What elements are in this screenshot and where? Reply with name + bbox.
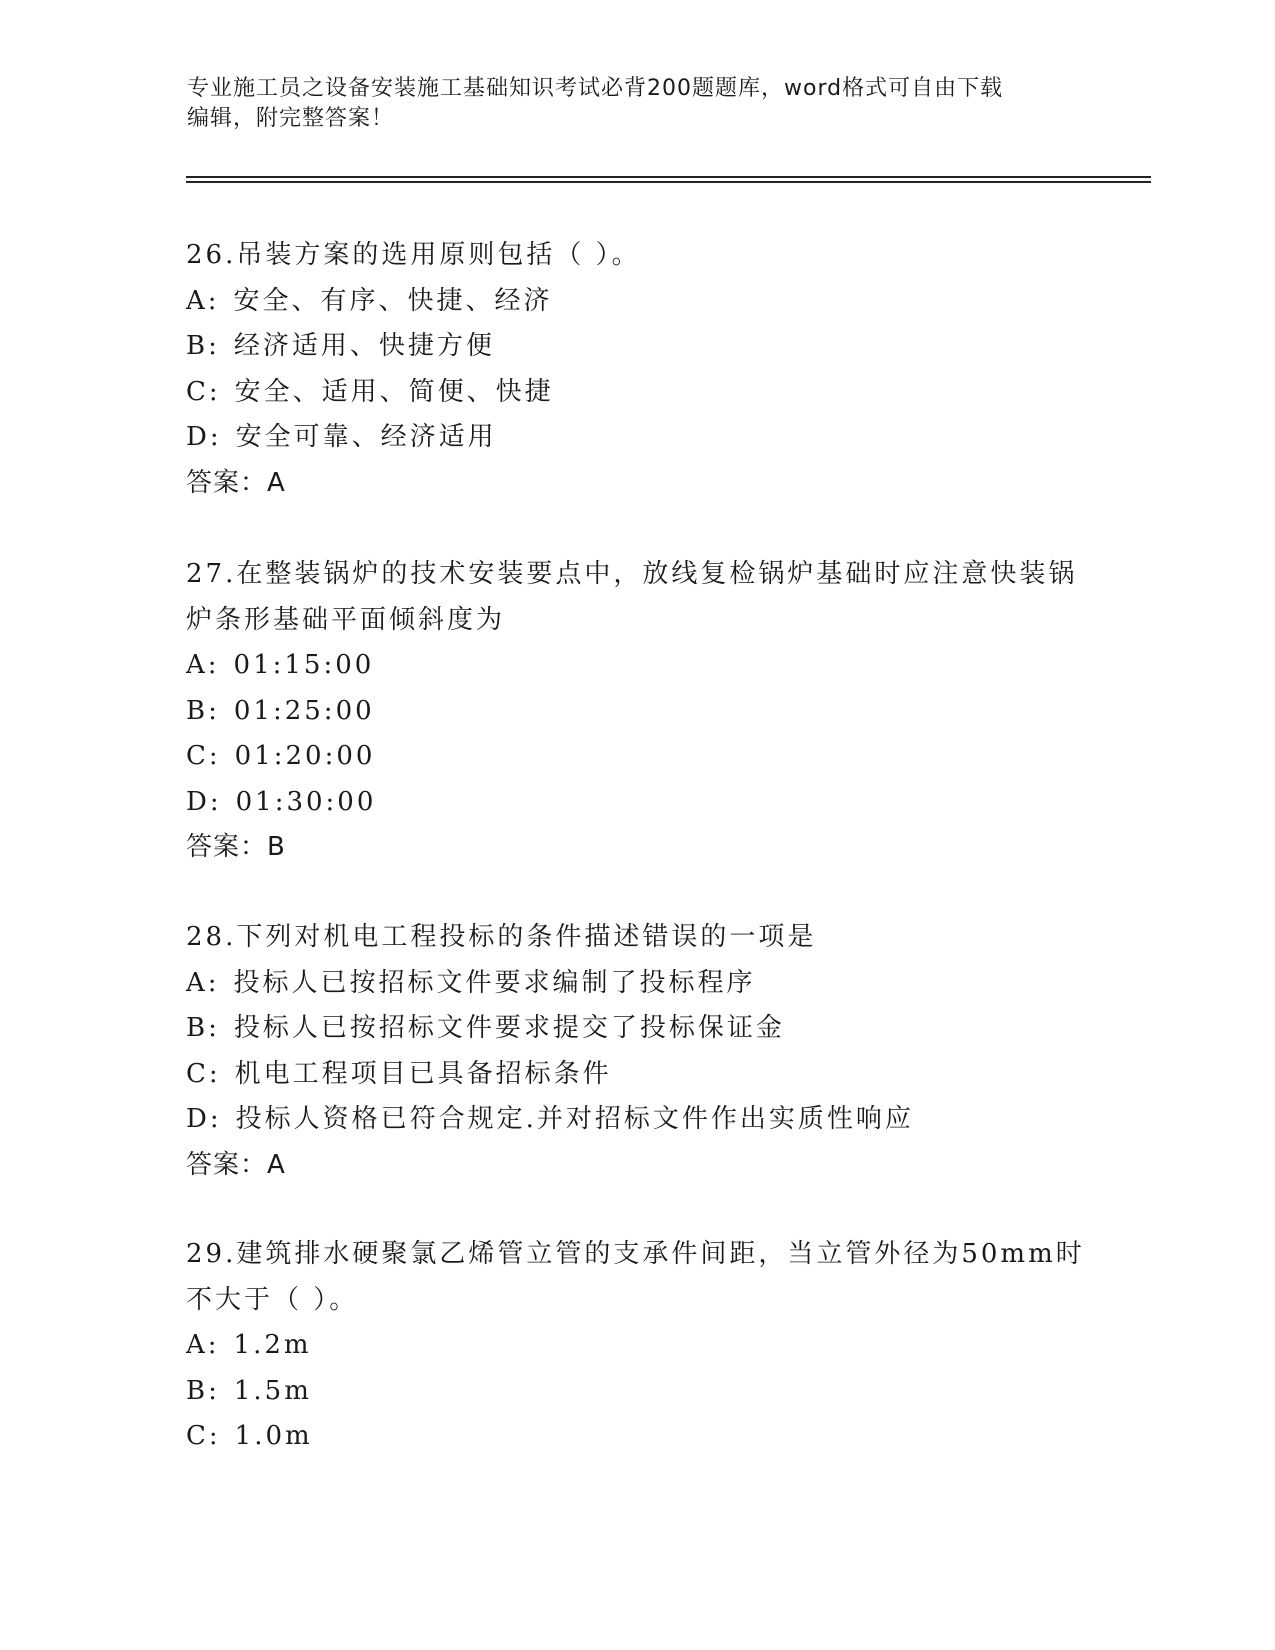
option-d xyxy=(186,780,1086,826)
option-text: 01:30:00 xyxy=(235,786,377,817)
option-b xyxy=(186,1369,1086,1415)
header-line-1: 专业施工员之设备安装施工基础知识考试必背200题题库，word格式可自由下载 xyxy=(187,76,1004,101)
option-text: 1.0m xyxy=(234,1421,313,1451)
option-letter: C: xyxy=(186,376,221,407)
option-a xyxy=(186,961,1086,1007)
option-text: 01:20:00 xyxy=(234,741,376,771)
option-letter: C: xyxy=(186,741,221,771)
option-c xyxy=(186,370,1086,416)
option-text: 1.5m xyxy=(233,1375,312,1406)
option-letter: B: xyxy=(186,1013,220,1043)
option-letter: D: xyxy=(186,422,222,452)
option-letter: B: xyxy=(186,1375,220,1406)
option-text: 投标人资格已符合规定.并对招标文件作出实质性响应 xyxy=(235,1104,914,1134)
answer-label: 答案：B xyxy=(186,832,286,862)
question-28 xyxy=(186,915,1086,1188)
option-letter: C: xyxy=(186,1421,221,1451)
option-text: 投标人已按招标文件要求提交了投标保证金 xyxy=(233,1013,785,1043)
option-letter: A: xyxy=(186,967,220,998)
option-d xyxy=(186,1097,1086,1143)
option-letter: C: xyxy=(186,1058,221,1089)
answer-label: 答案：A xyxy=(186,467,286,498)
option-letter: A: xyxy=(186,650,220,680)
option-text: 1.2m xyxy=(233,1330,312,1360)
question-title: 29.建筑排水硬聚氯乙烯管立管的支承件间距，当立管外径为50mm时不大于（ ）。 xyxy=(186,1239,1085,1315)
answer-label: 答案：A xyxy=(186,1149,286,1180)
option-a xyxy=(186,643,1086,689)
option-text: 投标人已按招标文件要求编制了投标程序 xyxy=(233,967,756,998)
option-text: 安全可靠、经济适用 xyxy=(235,422,497,452)
option-letter: A: xyxy=(186,1330,220,1360)
option-text: 01:25:00 xyxy=(233,695,375,726)
option-text: 机电工程项目已具备招标条件 xyxy=(234,1058,612,1089)
option-text: 01:15:00 xyxy=(233,650,375,680)
option-a xyxy=(186,1323,1086,1369)
question-title: 27.在整装锅炉的技术安装要点中，放线复检锅炉基础时应注意快装锅炉条形基础平面倾斜度为 xyxy=(186,559,1078,635)
header-line-2: 编辑，附完整答案！ xyxy=(187,106,395,131)
option-letter: B: xyxy=(186,331,220,361)
option-c xyxy=(186,1052,1086,1098)
option-a xyxy=(186,279,1086,325)
option-letter: B: xyxy=(186,695,220,726)
option-c xyxy=(186,1414,1086,1460)
option-b xyxy=(186,689,1086,735)
option-d xyxy=(186,415,1086,461)
question-title: 26.吊装方案的选用原则包括（ ）。 xyxy=(186,240,641,270)
option-b xyxy=(186,324,1086,370)
option-text: 经济适用、快捷方便 xyxy=(233,331,495,361)
option-c xyxy=(186,734,1086,780)
option-letter: A: xyxy=(186,285,220,316)
header-divider-top xyxy=(186,176,1151,178)
option-letter: D: xyxy=(186,786,222,817)
question-29 xyxy=(186,1232,1086,1460)
question-27 xyxy=(186,552,1086,871)
option-text: 安全、有序、快捷、经济 xyxy=(233,285,553,316)
header-divider-bottom xyxy=(186,181,1151,183)
option-b xyxy=(186,1006,1086,1052)
option-letter: D: xyxy=(186,1104,222,1134)
question-26 xyxy=(186,233,1086,506)
option-text: 安全、适用、简便、快捷 xyxy=(234,376,554,407)
document-header xyxy=(187,74,1067,134)
question-title: 28.下列对机电工程投标的条件描述错误的一项是 xyxy=(186,922,817,952)
